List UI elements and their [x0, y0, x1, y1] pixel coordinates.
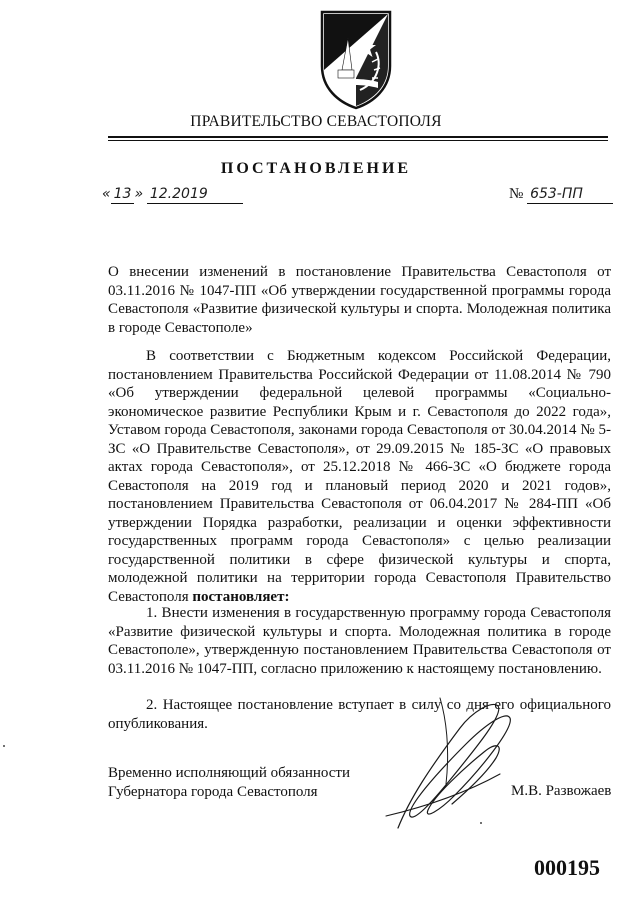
signatory-name: М.В. Развожаев [511, 783, 612, 799]
legal-basis-text: В соответствии с Бюджетным кодексом Российской Федерации, постановлением Правительства Российской Федерации от 11.08.2014 № 790 «Об утверждении федеральной целевой программы «Социально-экономическое развитие Республики Крым и г. Севастополя до 2022 года», Уставом города Севастополя, законами города Севастополя от 30.04.2014 № 5-ЗС «О Правительстве Севастополя», от 29.09.2015 № 185-ЗС «О правовых актах города Севастополя», от 25.12.2018 № 466-ЗС «О бюджете города Севастополя на 2019 год и плановый период 2020 и 2021 годов», постановлением Правительства Севастополя от 06.04.2017 № 284-ПП «Об утверждении Порядка разработки, реализации и оценки эффективности государственных программ города Севастополя» с целью реализации государственной политики в сфере физической культуры и спорта, молодежной политики на территории города Севастополя Правительство Севастополя [108, 348, 611, 605]
serial-number: 000195 [534, 855, 600, 880]
document-type-heading: ПОСТАНОВЛЕНИЕ [220, 160, 412, 177]
resolution-item-1: 1. Внести изменения в государственную программу города Севастополя «Развитие физической культуры и спорта. Молодежная политика в городе Севастополе», утвержденную постановлением Правительства Севастополя от 03.11.2016 № 1047-ПП, согласно приложению к настоящему постановлению. [108, 605, 611, 677]
legal-basis-paragraph [108, 347, 611, 606]
header-divider-thick [108, 136, 608, 138]
date-close-quote: » [134, 186, 144, 202]
signatory-position-line-2: Губернатора города Севастополя [108, 783, 318, 800]
header-divider-thin [108, 140, 608, 141]
signatory-position [108, 764, 350, 801]
date-day: 13 [113, 186, 132, 202]
scan-speck [480, 822, 482, 824]
resolves-word: постановляет: [192, 588, 290, 605]
number-value: 653-ПП [530, 186, 583, 202]
date-open-quote: « [102, 186, 111, 202]
signatory-position-line-1: Временно исполняющий обязанности [108, 765, 351, 781]
scan-speck [3, 745, 5, 747]
date-month-year: 12.2019 [149, 186, 208, 202]
number-sign: № [509, 186, 524, 202]
resolution-item-2: 2. Настоящее постановление вступает в силу со дня его официального опубликования. [108, 697, 611, 732]
document-subject: О внесении изменений в постановление Правительства Севастополя от 03.11.2016 № 1047-ПП «Об утверждении государственной программы города Севастополя «Развитие физической культуры и спорта. Молодежная политика в городе Севастополе» [108, 264, 611, 336]
sevastopol-coat-of-arms-icon [314, 8, 398, 112]
document-number [509, 186, 613, 204]
handwritten-signature-icon [380, 688, 520, 838]
government-title: ПРАВИТЕЛЬСТВО СЕВАСТОПОЛЯ [190, 113, 442, 130]
document-date [102, 186, 243, 204]
